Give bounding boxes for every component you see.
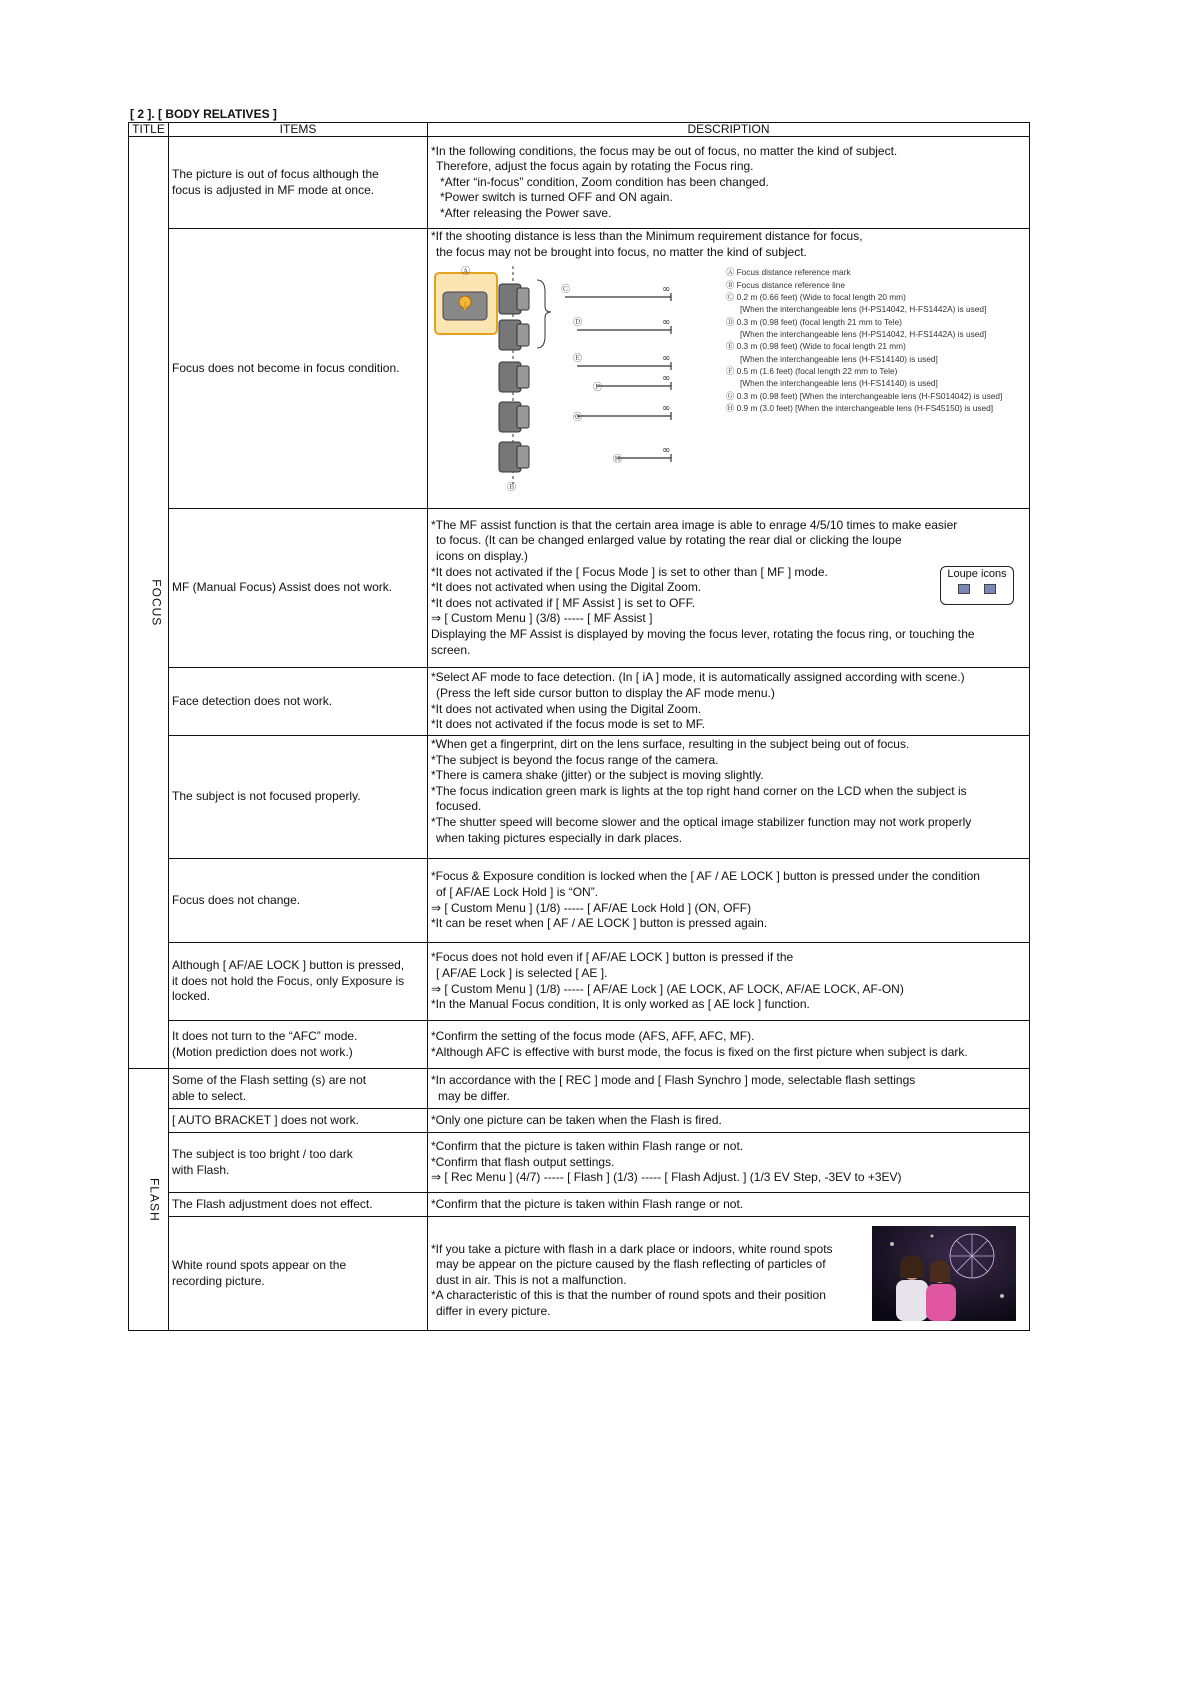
desc-cell [428,1109,1030,1133]
desc-cell [428,859,1030,943]
item-cell [169,1193,428,1217]
loupe-icon [984,584,996,594]
desc-text: *Confirm that the picture is taken within Flash range or not. [431,1139,744,1154]
desc-cell [428,1069,1030,1109]
table-row [129,229,1030,509]
desc-cell [428,943,1030,1021]
desc-text: *Power switch is turned OFF and ON again. [440,190,673,205]
item-text: it does not hold the Focus, only Exposure is [172,973,405,988]
desc-text: *It does not activated when using the Digital Zoom. [431,580,702,595]
desc-text: *It does not activated when using the Digital Zoom. [431,701,702,716]
item-text: Some of the Flash setting (s) are not [172,1072,367,1087]
legend-item: Ⓑ Focus distance reference line [726,279,845,290]
item-text: able to select. [172,1088,247,1103]
desc-text: *Confirm the setting of the focus mode (AFS, AFF, AFC, MF). [431,1028,755,1043]
infinity-mark: ∞ [662,353,671,365]
item-text: The subject is too bright / too dark [172,1146,353,1161]
desc-text: icons on display.) [436,549,528,564]
desc-text: when taking pictures especially in dark places. [436,830,683,845]
header-description: DESCRIPTION [428,123,1030,137]
item-text: MF (Manual Focus) Assist does not work. [172,580,393,595]
section-title: [ 2 ]. [ BODY RELATIVES ] [130,107,277,121]
item-text: [ AUTO BRACKET ] does not work. [172,1112,359,1127]
item-text: Focus does not become in focus condition. [172,360,400,375]
label-e: Ⓔ [573,354,583,365]
desc-text: ⇒ [ Custom Menu ] (1/8) ----- [ AF/AE Lock ] (AE LOCK, AF LOCK, AF/AE LOCK, AF-ON) [431,981,904,996]
desc-cell [428,1193,1030,1217]
label-d: Ⓓ [573,318,583,329]
label-c: Ⓒ [561,285,571,296]
item-cell [169,1021,428,1069]
legend-item: Ⓓ 0.3 m (0.98 feet) (focal length 21 mm to Tele) [726,316,903,327]
desc-cell [428,736,1030,859]
desc-text: *A characteristic of this is that the number of round spots and their position [431,1288,826,1303]
header-title: TITLE [129,123,169,137]
loupe-icons-box [940,566,1014,605]
desc-text: *In the Manual Focus condition, It is only worked as [ AE lock ] function. [431,997,810,1012]
desc-text: ⇒ [ Custom Menu ] (1/8) ----- [ AF/AE Lock Hold ] (ON, OFF) [431,900,752,915]
desc-text: *If the shooting distance is less than the Minimum requirement distance for focus, [431,229,863,243]
desc-text: (Press the left side cursor button to display the AF mode menu.) [436,685,775,700]
desc-cell [428,1217,1030,1331]
desc-text: *Confirm that flash output settings. [431,1154,615,1169]
desc-cell [428,137,1030,229]
desc-text: *Only one picture can be taken when the Flash is fired. [431,1112,722,1127]
desc-text: [ AF/AE Lock ] is selected [ AE ]. [436,965,608,980]
desc-text: focused. [436,799,482,814]
desc-text: *If you take a picture with flash in a dark place or indoors, white round spots [431,1241,833,1256]
desc-text: *After “in-focus” condition, Zoom condition has been changed. [440,174,769,189]
label-g: Ⓖ [573,413,583,424]
table-row [129,668,1030,736]
desc-text: *The focus indication green mark is lights at the top right hand corner on the LCD when the subject is [431,783,967,798]
infinity-mark: ∞ [662,445,671,457]
desc-text: *It does not activated if the [ Focus Mode ] is set to other than [ MF ] mode. [431,564,828,579]
desc-text: *After releasing the Power save. [440,205,612,220]
desc-cell [428,1021,1030,1069]
item-text: Focus does not change. [172,892,301,907]
item-cell [169,668,428,736]
table-row [129,1109,1030,1133]
desc-text: *There is camera shake (jitter) or the subject is moving slightly. [431,768,764,783]
desc-text: *Although AFC is effective with burst mode, the focus is fixed on the first picture when subject is dark. [431,1044,968,1059]
item-cell [169,736,428,859]
desc-cell [428,1133,1030,1193]
item-text: The picture is out of focus although the [172,166,379,181]
desc-text: *The MF assist function is that the certain area image is able to enrage 4/5/10 times to make easier [431,517,958,532]
focus-legend [726,266,1002,414]
legend-item: Ⓗ 0.9 m (3.0 feet) [When the interchangeable lens (H-FS45150) is used] [726,402,994,413]
legend-item: Ⓔ 0.3 m (0.98 feet) (Wide to focal length 21 mm) [726,341,906,352]
desc-text: *In the following conditions, the focus may be out of focus, no matter the kind of subject. [431,143,898,158]
item-text: The subject is not focused properly. [172,789,361,804]
troubleshooting-table [128,122,1030,1331]
item-cell [169,943,428,1021]
category-label: FOCUS [149,579,164,626]
category-flash [129,1069,169,1331]
table-row [129,943,1030,1021]
item-cell [169,1133,428,1193]
item-cell [169,137,428,229]
desc-text: *When get a fingerprint, dirt on the lens surface, resulting in the subject being out of focus. [431,737,910,751]
item-cell [169,229,428,509]
desc-text: *It does not activated if the focus mode is set to MF. [431,717,706,732]
desc-text: *Select AF mode to face detection. (In [ iA ] mode, it is automatically assigned according with scene.) [431,670,965,685]
desc-text: differ in every picture. [436,1303,551,1318]
table-row [129,1069,1030,1109]
legend-item: [When the interchangeable lens (H-FS14140) is used] [740,378,938,389]
item-cell [169,859,428,943]
legend-item: Ⓒ 0.2 m (0.66 feet) (Wide to focal length 20 mm) [726,291,906,302]
item-text: recording picture. [172,1273,265,1288]
desc-text: *Focus does not hold even if [ AF/AE LOCK ] button is pressed if the [431,950,794,965]
item-cell [169,1069,428,1109]
table-row [129,137,1030,229]
desc-cell [428,668,1030,736]
desc-text: screen. [431,642,471,657]
label-f: Ⓕ [593,383,603,394]
table-row [129,736,1030,859]
item-text: Although [ AF/AE LOCK ] button is pressed, [172,958,405,973]
table-row [129,859,1030,943]
item-text: The Flash adjustment does not effect. [172,1196,373,1211]
table-row [129,1217,1030,1331]
desc-text: *It does not activated if [ MF Assist ] is set to OFF. [431,595,696,610]
desc-text: *The subject is beyond the focus range of the camera. [431,752,719,767]
flash-spots-photo [872,1226,1016,1321]
infinity-mark: ∞ [662,317,671,329]
desc-text: to focus. (It can be changed enlarged value by rotating the rear dial or clicking the loupe [436,533,902,548]
category-label: FLASH [147,1177,162,1222]
label-a: Ⓐ [461,267,471,278]
label-h: Ⓗ [613,455,623,466]
legend-item: [When the interchangeable lens (H-PS14042, H-FS1442A) is used] [740,304,987,315]
infinity-mark: ∞ [662,373,671,385]
desc-text: Therefore, adjust the focus again by rotating the Focus ring. [436,159,754,174]
header-items: ITEMS [169,123,428,137]
desc-cell [428,229,1030,509]
item-text: with Flash. [172,1162,230,1177]
legend-item: [When the interchangeable lens (H-FS14140) is used] [740,353,938,364]
desc-text: the focus may not be brought into focus, no matter the kind of subject. [436,244,807,259]
desc-text: of [ AF/AE Lock Hold ] is “ON”. [436,884,599,899]
desc-text: *The shutter speed will become slower and the optical image stabilizer function may not work properly [431,814,972,829]
table-row [129,1193,1030,1217]
item-cell [169,1109,428,1133]
desc-text: *Focus & Exposure condition is locked when the [ AF / AE LOCK ] button is pressed under the condition [431,869,980,884]
legend-item: Ⓖ 0.3 m (0.98 feet) [When the interchangeable lens (H-FS014042) is used] [726,390,1003,401]
item-text: focus is adjusted in MF mode at once. [172,182,375,197]
table-row [129,509,1030,668]
desc-text: dust in air. This is not a malfunction. [436,1272,627,1287]
desc-text: *Confirm that the picture is taken within Flash range or not. [431,1196,744,1211]
infinity-mark: ∞ [662,284,671,296]
desc-text: may be differ. [438,1088,510,1103]
item-text: Face detection does not work. [172,693,333,708]
desc-text: *It can be reset when [ AF / AE LOCK ] button is pressed again. [431,916,768,931]
focus-distance-diagram [431,262,721,502]
legend-item: Ⓐ Focus distance reference mark [726,267,851,278]
item-text: locked. [172,989,211,1004]
legend-item: Ⓕ 0.5 m (1.6 feet) (focal length 22 mm to Tele) [726,365,898,376]
item-text: White round spots appear on the [172,1257,347,1272]
header-row [129,123,1030,137]
desc-cell [428,509,1030,668]
desc-text: Displaying the MF Assist is displayed by moving the focus lever, rotating the focus ring, or touching the [431,626,975,641]
item-cell [169,509,428,668]
item-text: (Motion prediction does not work.) [172,1044,353,1059]
loupe-icon [958,584,970,594]
loupe-label: Loupe icons [947,567,1007,580]
desc-text: *In accordance with the [ REC ] mode and [ Flash Synchro ] mode, selectable flash settings [431,1072,916,1087]
item-text: It does not turn to the “AFC” mode. [172,1028,358,1043]
legend-item: [When the interchangeable lens (H-PS14042, H-FS1442A) is used] [740,328,987,339]
table-row [129,1021,1030,1069]
category-focus [129,137,169,1069]
focus-distance-figure [431,262,1026,502]
table-row [129,1133,1030,1193]
item-cell [169,1217,428,1331]
infinity-mark: ∞ [662,403,671,415]
desc-text: ⇒ [ Custom Menu ] (3/8) ----- [ MF Assist ] [431,611,653,626]
desc-text: may be appear on the picture caused by the flash reflecting of particles of [436,1257,826,1272]
label-b: Ⓑ [507,483,517,494]
desc-text: ⇒ [ Rec Menu ] (4/7) ----- [ Flash ] (1/3) ----- [ Flash Adjust. ] (1/3 EV Step, -3EV to +3EV) [431,1170,902,1185]
